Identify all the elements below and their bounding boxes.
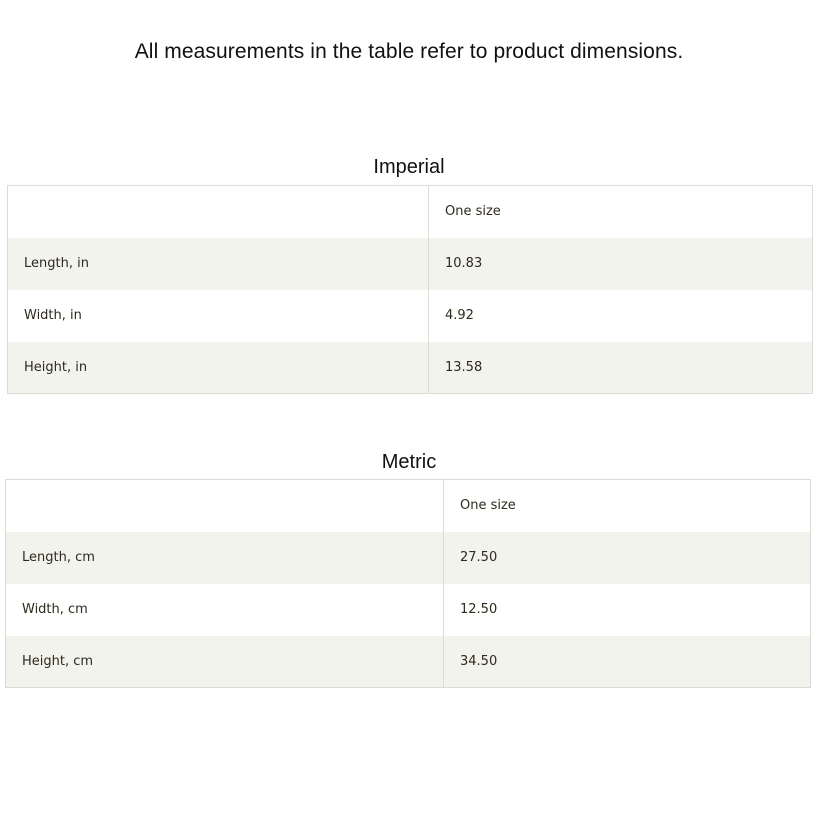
table-row (6, 584, 811, 636)
header-size-cell: One size (444, 480, 811, 532)
row-label: Height, in (8, 342, 429, 394)
header-size-cell: One size (429, 186, 813, 238)
imperial-size-table (7, 185, 813, 394)
row-label: Width, in (24, 308, 82, 323)
table-row (8, 342, 813, 394)
row-label: Length, in (8, 238, 429, 290)
row-value: 12.50 (444, 584, 811, 636)
table-row (8, 290, 813, 342)
row-value: 27.50 (444, 532, 811, 584)
row-value: 13.58 (429, 342, 813, 394)
header-empty-cell (6, 480, 444, 532)
metric-size-table (5, 479, 811, 688)
row-value: 4.92 (429, 290, 813, 342)
table-row (8, 238, 813, 290)
row-label: Height, cm (6, 636, 444, 688)
row-value: 10.83 (429, 238, 813, 290)
header-empty-cell (8, 186, 429, 238)
intro-text: All measurements in the table refer to product dimensions. (134, 40, 684, 63)
imperial-title: Imperial (373, 156, 445, 178)
table-header-row (6, 480, 811, 532)
row-label: Width, cm (22, 602, 88, 617)
table-row (6, 636, 811, 688)
metric-title: Metric (381, 451, 437, 473)
table-header-row (8, 186, 813, 238)
row-label: Length, cm (6, 532, 444, 584)
row-value: 34.50 (444, 636, 811, 688)
table-row (6, 532, 811, 584)
